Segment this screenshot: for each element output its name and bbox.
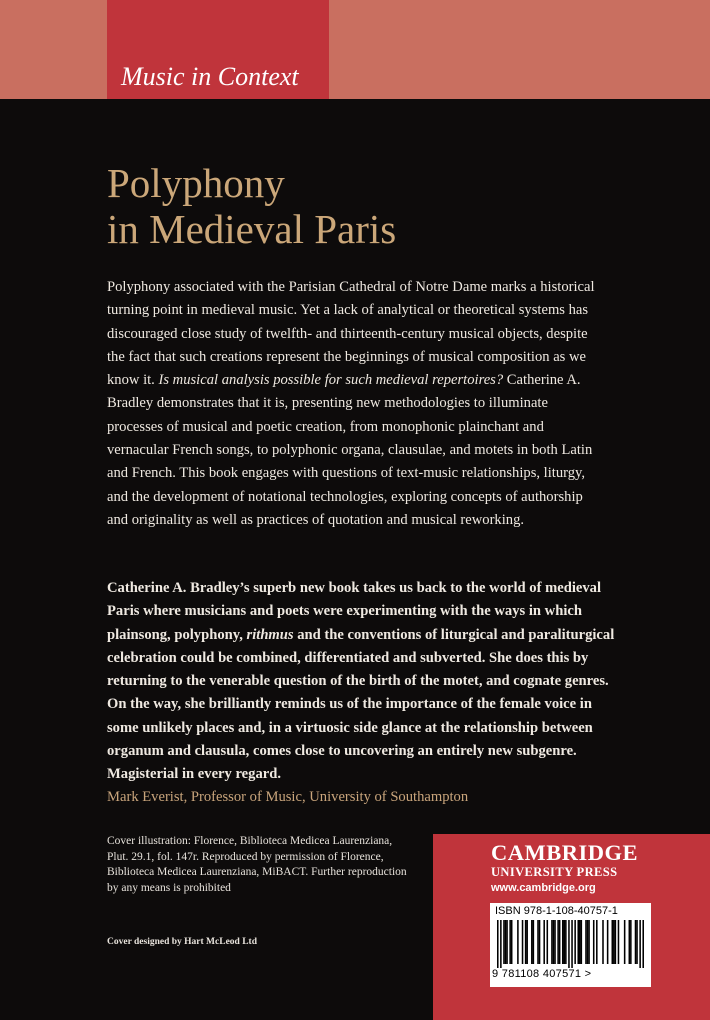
barcode-bar	[533, 920, 535, 964]
barcode-bar	[587, 920, 589, 964]
review-text-2: and the conventions of liturgical and paraliturgical celebration could be combined, differentiated and subverted. She does this by returning to the venerable question of the birth of the motet, and cognate genres. On the way, she brilliantly reminds us of the importance of the female voice in some unlikely places and, in a virtuosic side glance at the relationship between organum and clausula, comes close to uncovering an entirely new subgenre. Magisterial in every regard.	[107, 626, 615, 783]
barcode-bar	[559, 920, 561, 964]
barcode-bar	[588, 920, 590, 964]
barcode-bar	[629, 920, 631, 964]
barcode-bar	[537, 920, 539, 964]
barcode-bar	[642, 920, 644, 968]
barcode-bar	[615, 920, 617, 964]
barcode-bar	[630, 920, 632, 964]
barcode-bar	[503, 920, 505, 964]
barcode-bar	[579, 920, 581, 964]
barcode-bar	[517, 920, 519, 964]
barcode-bar	[568, 920, 570, 968]
barcode-bar	[618, 920, 620, 964]
barcode-bar	[565, 920, 567, 964]
barcode-bar	[497, 920, 499, 968]
barcode-bar	[635, 920, 637, 964]
barcode-bar	[500, 920, 502, 968]
barcode-bar	[624, 920, 626, 964]
isbn-label: ISBN 978-1-108-40757-1	[495, 905, 618, 917]
barcode-number: 9 781108 407571 >	[492, 968, 592, 980]
barcode-bar	[564, 920, 566, 964]
review-attribution: Mark Everist, Professor of Music, University of Southampton	[107, 789, 469, 805]
review-italic-term: rithmus	[246, 626, 294, 643]
barcode-bar	[596, 920, 598, 964]
barcode-bar	[574, 920, 576, 964]
review-text-1: Catherine A. Bradley’s superb new book takes us back to the world of medieval Paris where musicians and poets were experimenting with the ways in which plainsong, polyphony,	[107, 580, 602, 643]
barcode-bar	[612, 920, 614, 964]
barcode-bar	[554, 920, 556, 964]
publisher-logo-subtitle: UNIVERSITY PRESS	[491, 865, 618, 879]
review-quote	[107, 577, 617, 787]
barcode-bar	[525, 920, 527, 964]
book-title-line-1: Polyphony	[107, 160, 285, 206]
barcode-bar	[522, 920, 524, 964]
book-title-line-2: in Medieval Paris	[107, 206, 397, 252]
description-text-2: Catherine A. Bradley demonstrates that it is, presenting new methodologies to illuminate processes of musical and poetic creation, from monophonic plainchant and vernacular French songs, to polyphonic organa, clausulae, and motets in both Latin and French. This book engages with questions of text-music relationships, liturgy, and the development of notational technologies, exploring concepts of authorship and originality as well as practices of quotation and musical reworking.	[107, 372, 593, 528]
publisher-url: www.cambridge.org	[491, 882, 596, 894]
barcode-bar	[509, 920, 511, 964]
barcode-bar	[636, 920, 638, 964]
barcode-bar	[639, 920, 641, 968]
barcode-bar	[602, 920, 604, 964]
barcode-bar	[557, 920, 559, 964]
description-italic-question: Is musical analysis possible for such medieval repertoires?	[158, 372, 504, 389]
barcode-bar	[551, 920, 553, 964]
barcode-bar	[526, 920, 528, 964]
barcode-icon	[497, 920, 644, 968]
description-text-1: Polyphony associated with the Parisian Cathedral of Notre Dame marks a historical turning point in medieval music. Yet a lack of analytical or theoretical systems has discouraged close study of twelfth- and thirteenth-century musical objects, despite the fact that such creations represent the beginnings of musical composition as we know it.	[107, 279, 595, 389]
barcode-bar	[511, 920, 513, 964]
barcode-bar	[506, 920, 508, 964]
barcode-bar	[553, 920, 555, 964]
barcode-bar	[581, 920, 583, 964]
barcode-bar	[571, 920, 573, 968]
cover-illustration-credit: Cover illustration: Florence, Biblioteca Medicea Laurenziana, Plut. 29.1, fol. 147r. Reproduced by permission of Florence, Biblioteca Medicea Laurenziana, MiBACT. Further reproduction by any means is prohibited	[107, 835, 407, 894]
barcode-bar	[577, 920, 579, 964]
book-title	[107, 160, 396, 252]
publisher-logo-name: CAMBRIDGE	[491, 840, 639, 865]
barcode-bar	[531, 920, 533, 964]
barcode-bar	[607, 920, 609, 964]
publisher-block	[433, 834, 710, 1020]
barcode-panel	[490, 903, 651, 987]
barcode-bar	[613, 920, 615, 964]
barcode-bar	[539, 920, 541, 964]
series-title: Music in Context	[121, 62, 299, 91]
cover-designer-credit: Cover designed by Hart McLeod Ltd	[107, 937, 257, 947]
barcode-bar	[562, 920, 564, 964]
series-label-box	[107, 0, 329, 99]
barcode-bar	[543, 920, 545, 964]
barcode-bar	[547, 920, 549, 964]
barcode-bar	[585, 920, 587, 964]
barcode-bar	[593, 920, 595, 964]
book-description	[107, 276, 607, 532]
barcode-bar	[505, 920, 507, 964]
